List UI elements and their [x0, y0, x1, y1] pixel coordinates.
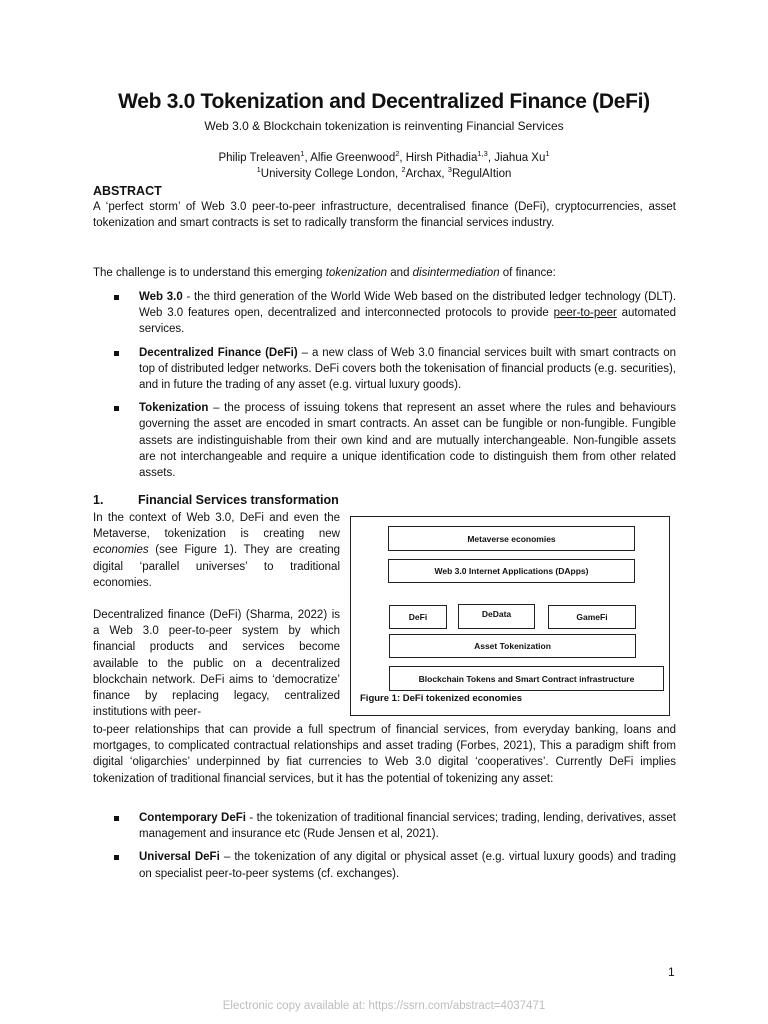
section-title: Financial Services transformation [138, 493, 339, 507]
author-name: Jiahua Xu [494, 152, 546, 164]
defi-type-term: Contemporary DeFi [139, 812, 246, 824]
defi-type-text: - the tokenization of traditional financial services; trading, lending, derivatives, asset management and insurance etc (Rude Jensen et al, 2021). [139, 812, 676, 841]
para1-text-after: (see Figure 1). They are creating digital ‘parallel universes’ to traditional economies. [93, 544, 340, 589]
author-name: Philip Treleaven [218, 152, 301, 164]
figure-defi-tokenized-economies [350, 516, 670, 716]
author-affiliation-mark: 1 [545, 149, 550, 159]
defi-type-term: Universal DeFi [139, 851, 220, 864]
section-number: 1. [93, 493, 104, 507]
paper-title: Web 3.0 Tokenization and Decentralized Finance (DeFi) [118, 90, 650, 113]
section-paragraph-2-continued: to-peer relationships that can provide a full spectrum of financial services, from everyday banking, loans and mortgages, to complicated contractual relationships and asset trading (Forbes, 2021), This a paradigm shift from digital ‘oligarchies’ underpinned by fiat currencies to Web 3.0 digital ‘cooperatives’. Currently DeFi implies tokenization of traditional financial services, but it has the potential of tokenizing any asset: [93, 724, 676, 785]
abstract-text: A ‘perfect storm’ of Web 3.0 peer-to-peer infrastructure, decentralised finance (DeFi), cryptocurrencies, asset tokenization and smart contracts is set to radically transform the financial services industry. [93, 201, 676, 230]
definition-list [110, 289, 676, 488]
bullet-square-icon [114, 406, 119, 411]
page-number: 1 [668, 965, 675, 979]
challenge-term-disintermediation: disintermediation [412, 267, 500, 279]
challenge-statement [93, 265, 676, 281]
figure-box-web3-apps: Web 3.0 Internet Applications (DApps) [388, 559, 635, 583]
author-name: Hirsh Pithadia [405, 152, 478, 164]
author-affiliation-mark: 1,3 [477, 149, 488, 159]
paper-subtitle: Web 3.0 & Blockchain tokenization is reinventing Financial Services [204, 119, 564, 133]
definition-text-after: automated services. [139, 307, 676, 336]
affiliation-mark: 1 [256, 165, 261, 175]
figure-caption: Figure 1: DeFi tokenized economies [360, 693, 523, 704]
definition-text: – a new class of Web 3.0 financial services built with smart contracts on top of distributed ledger networks. DeFi covers both the tokenisation of financial products (e.g. securities), and in future the trading of any asset (e.g. virtual luxury goods). [139, 346, 676, 392]
definition-text: - the third generation of the World Wide Web based on the distributed ledger technology (DLT). Web 3.0 features open, decentralized and interconnected protocols to provide [139, 291, 677, 320]
author-affiliation-mark: 1 [300, 149, 305, 159]
definition-underlined: peer-to-peer [553, 307, 617, 320]
affiliation-name: Archax [405, 168, 442, 180]
author-name: Alfie Greenwood [310, 152, 396, 164]
figure-box-metaverse: Metaverse economies [388, 526, 635, 551]
defi-type-list [110, 810, 676, 889]
section-paragraph-1 [93, 510, 340, 591]
definition-text: – the process of issuing tokens that represent an asset where the rules and behaviours governing the asset are encoded in smart contracts. An asset can be fungible or non-fungible. Fungible assets are indistinguishable from their own kind and are mutually interchangeable. Non-fungible assets are not interchangeable and require a unique identification code to distinguish them from other related assets. [139, 402, 676, 480]
definition-item [110, 289, 676, 338]
definition-item [110, 345, 676, 394]
challenge-mid: and [387, 267, 413, 279]
challenge-term-tokenization: tokenization [325, 267, 388, 279]
abstract-heading: ABSTRACT [93, 184, 162, 198]
affiliation-list: $^1$University College London, $^2$Archax, $^3$RegulAItion [256, 165, 512, 180]
bullet-square-icon [114, 855, 119, 860]
affiliation-name: RegulAItion [451, 168, 512, 180]
definition-term: Decentralized Finance (DeFi) [139, 346, 298, 359]
section-paragraph-2: Decentralized finance (DeFi) (Sharma, 2022) is a Web 3.0 peer-to-peer system by which financial products and services become available to the public on a decentralized blockchain network. DeFi aims to ‘democratize’ finance by replacing legacy, centralized institutions with peer- [93, 609, 340, 719]
author-block [0, 150, 768, 182]
bullet-square-icon [114, 351, 119, 356]
author-list: Philip Treleaven$^1$, Alfie Greenwood$^2$, Hirsh Pithadia$^{1,3}$, Jiahua Xu$^1$ [218, 149, 550, 164]
bullet-square-icon [114, 295, 119, 300]
defi-type-text: – the tokenization of any digital or physical asset (e.g. virtual luxury goods) and trading on specialist peer-to-peer systems (cf. exchanges). [139, 851, 676, 880]
definition-term: Tokenization [139, 402, 209, 415]
bullet-square-icon [114, 816, 119, 821]
section-heading [93, 493, 339, 507]
affiliation-mark: 2 [401, 165, 406, 175]
author-affiliation-mark: 2 [395, 149, 400, 159]
definition-item [110, 400, 676, 481]
affiliation-mark: 3 [447, 165, 452, 175]
challenge-prefix: The challenge is to understand this emerging [93, 267, 326, 279]
challenge-suffix: of finance: [499, 267, 556, 279]
figure-box-blockchain-infrastructure: Blockchain Tokens and Smart Contract infrastructure [389, 666, 664, 691]
affiliation-name: University College London [260, 168, 396, 180]
definition-term: Web 3.0 [139, 291, 183, 303]
defi-type-item [110, 849, 676, 881]
figure-box-dedata: DeData [458, 604, 535, 629]
para1-emphasis: economies [93, 544, 149, 557]
figure-box-gamefi: GameFi [548, 605, 636, 629]
para1-text: In the context of Web 3.0, DeFi and even the Metaverse, tokenization is creating new [93, 512, 340, 541]
defi-type-item [110, 810, 676, 842]
ssrn-footer-watermark: Electronic copy available at: https://ssrn.com/abstract=4037471 [222, 1000, 546, 1012]
figure-box-asset-tokenization: Asset Tokenization [389, 634, 636, 658]
figure-box-defi: DeFi [389, 605, 447, 629]
